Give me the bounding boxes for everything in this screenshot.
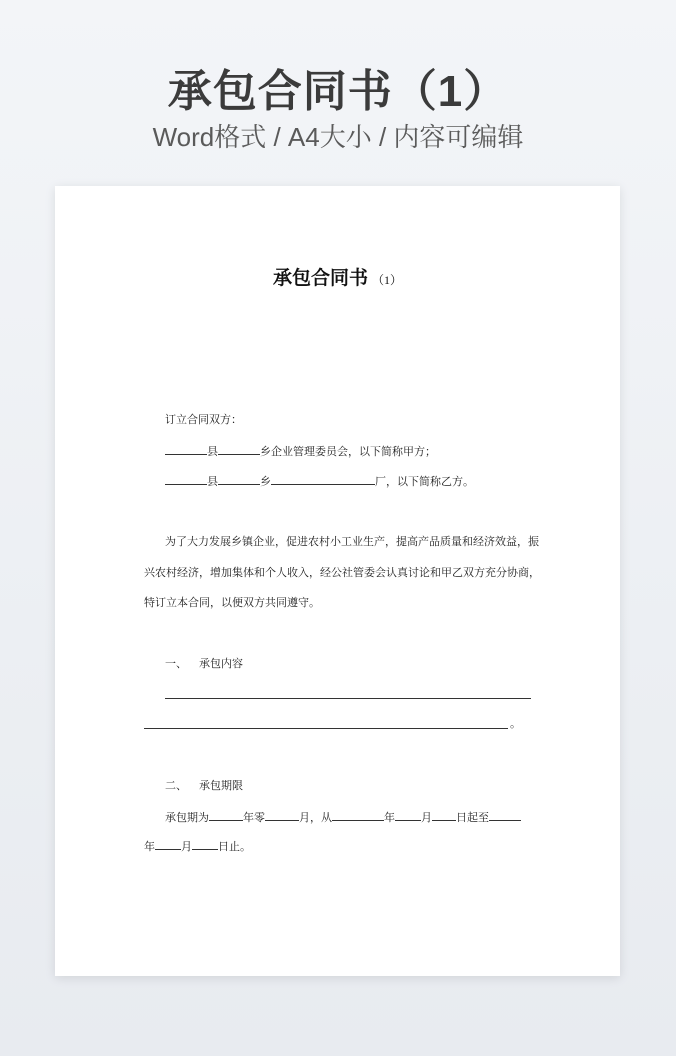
banner-title: 承包合同书（1） [167,67,509,116]
day-until-label: 日起至 [456,812,489,824]
months-blank [265,809,299,821]
section-2-title: 承包期限 [199,780,243,792]
section-2-heading [165,778,565,794]
content-end-mark: 。 [510,718,521,730]
start-day-blank [432,809,456,821]
party-a-text: 乡企业管理委员会，以下简称甲方； [260,446,436,458]
section-1-number: 一、 [165,658,187,670]
factory-blank [271,473,375,485]
end-month-blank [155,838,181,850]
content-blank-line-1 [165,698,531,699]
month-label: 月 [181,841,192,853]
party-a-line [165,443,565,460]
start-month-blank [395,809,421,821]
county-blank [165,443,207,455]
county-blank [165,473,207,485]
section-2-number: 二、 [165,780,187,792]
end-day-blank [192,838,218,850]
purpose-line-1: 为了大力发展乡镇企业，促进农村小工业生产，提高产品质量和经济效益，振 [165,536,539,548]
parties-heading: 订立合同双方： [165,414,242,426]
purpose-line-3: 特订立本合同，以便双方共同遵守。 [144,597,320,609]
township-blank [218,473,260,485]
document-title-suffix: （1） [372,273,403,287]
section-1-heading [165,656,565,672]
section-1-title: 承包内容 [199,658,243,670]
term-end-label: 日止。 [218,841,251,853]
term-line-2 [144,838,544,855]
township-label: 乡 [260,476,271,488]
month-label: 月 [421,812,432,824]
party-b-text: 厂，以下简称乙方。 [375,476,474,488]
content-blank-line-2 [144,728,508,729]
year-label: 年 [144,841,155,853]
year-label: 年 [384,812,395,824]
document-title-main: 承包合同书 [272,268,368,289]
county-label: 县 [207,476,218,488]
year-zero-label: 年零 [243,812,265,824]
month-from-label: 月，从 [299,812,332,824]
document-title [55,266,620,293]
start-year-blank [332,809,384,821]
end-year-blank [489,809,521,821]
years-blank [209,809,243,821]
term-prefix: 承包期为 [165,812,209,824]
banner-subtitle: Word格式 / A4大小 / 内容可编辑 [152,122,524,152]
term-line-1 [165,809,565,826]
document-page [55,186,620,976]
purpose-line-2: 兴农村经济，增加集体和个人收入，经公社管委会认真讨论和甲乙双方充分协商， [144,567,540,579]
party-b-line [165,473,565,490]
county-label: 县 [207,446,218,458]
township-blank [218,443,260,455]
